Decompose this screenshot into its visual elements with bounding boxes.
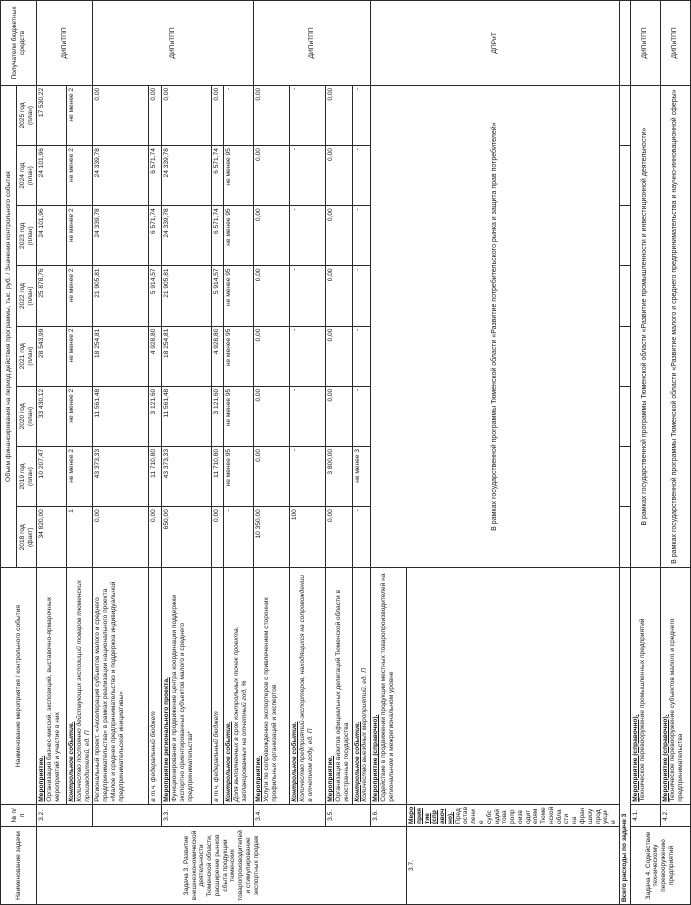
total-label: Всего расходы по задаче 3 xyxy=(619,568,630,905)
value-cell: 0,00 xyxy=(326,146,352,206)
program-note: В рамках государственной программы Тюменской области «Развитие потребительского рынка и защита прав потребителей» xyxy=(371,85,620,568)
item-text: Содействие в продвижении продукции местных товаропроизводителей на региональном и межрегиональном уровне xyxy=(379,573,395,802)
item-kind: Контрольное событие. xyxy=(225,721,233,802)
item-text: Количество предприятий-экспортеров, находящихся на сопровождении в отчетном году, ед. П xyxy=(299,574,314,802)
item-name xyxy=(149,568,162,804)
value-cell: - xyxy=(352,266,371,326)
header-task: Наименование задачи xyxy=(1,826,37,904)
total-cell xyxy=(619,507,630,568)
header-year xyxy=(17,386,37,446)
table-row xyxy=(326,1,352,905)
value-cell: не менее 2 xyxy=(67,146,93,206)
item-name xyxy=(326,568,352,804)
table-row xyxy=(149,1,162,905)
item-number: 3.7. xyxy=(407,826,620,904)
value-cell: 3 121,60 xyxy=(149,386,162,446)
header-recipients: Получатели бюджетных средств xyxy=(1,1,37,86)
value-cell: не менее 95 xyxy=(224,146,254,206)
value-cell: - xyxy=(290,326,326,386)
value-cell: 0,00 xyxy=(254,206,290,266)
item-number xyxy=(93,804,162,826)
item-kind: Мероприятие. xyxy=(327,755,335,802)
item-kind: Мероприятие (справочно). xyxy=(631,714,639,802)
value-cell: 28 543,99 xyxy=(37,326,67,386)
table-row xyxy=(162,1,212,905)
header-year xyxy=(17,146,37,206)
value-cell: 3 121,60 xyxy=(212,386,224,446)
table-row xyxy=(371,1,407,905)
item-kind: Мероприятие. xyxy=(255,755,263,802)
item-text: Доля выполненных в срок контрольных точек проекта, запланированных на отчетный год, % xyxy=(233,626,248,802)
table-row xyxy=(619,1,630,905)
item-text: Количество выездных мероприятий, ед. П xyxy=(361,668,369,802)
item-text: Услуги по сопровождению экспортеров с привлечением сторонних профильных организаций и экспертов xyxy=(263,597,278,802)
item-text: Техническое перевооружение субъектов малого и среднего предпринимательства xyxy=(669,618,685,802)
value-cell: - xyxy=(352,507,371,568)
item-text: Функционирование и продвижение центра координации поддержки экспортно ориентированных субъектов малого и среднего предпринимательства* xyxy=(171,595,194,802)
table-row xyxy=(254,1,290,905)
recipient: ДИПиТПП xyxy=(254,1,371,86)
header-year-note: (план) xyxy=(26,286,34,306)
header-year xyxy=(17,446,37,506)
value-cell: 0,00 xyxy=(254,266,290,326)
header-name: Наименование мероприятия / контрольного события xyxy=(1,568,37,804)
table-row xyxy=(67,1,93,905)
header-year xyxy=(17,266,37,326)
header-year-note: (план) xyxy=(26,105,34,126)
header-year-label: 2019 год xyxy=(18,463,26,490)
header-year-label: 2025 год xyxy=(18,102,26,129)
value-cell: - xyxy=(290,446,326,506)
value-cell: не менее 95 xyxy=(224,386,254,446)
value-cell: не менее 2 xyxy=(67,266,93,326)
header-year-note: (план) xyxy=(26,226,34,246)
item-name xyxy=(407,804,620,826)
value-cell: 650,00 xyxy=(162,507,212,568)
item-text: Количество постоянно действующих экспозиций товаров тюменских производителей, ед. П xyxy=(75,580,91,802)
total-cell xyxy=(619,386,630,446)
value-cell: 43 373,33 xyxy=(162,446,212,506)
item-kind: Мероприятие. xyxy=(38,755,45,802)
table-row xyxy=(212,1,224,905)
value-cell: 0,00 xyxy=(149,85,162,145)
item-number: 4.1. xyxy=(630,804,660,826)
value-cell: 3 800,00 xyxy=(326,446,352,506)
value-cell: 100 xyxy=(290,507,326,568)
header-year xyxy=(17,507,37,568)
value-cell: не менее 2 xyxy=(67,85,93,145)
task-3-label: Задача 3. Развитие внешнеэкономической деятельности Тюменской области, расширение рынков сбыта продукции тюменских товаропроизводителей и стимулирование экспортных продаж xyxy=(37,826,407,904)
value-cell: 0,00 xyxy=(326,85,352,145)
item-kind: Мероприятие (справочно). xyxy=(408,806,454,824)
value-cell: 6 571,74 xyxy=(149,206,162,266)
value-cell: 6 571,74 xyxy=(212,206,224,266)
item-number: 3.4. xyxy=(254,804,326,826)
value-cell: 0,00 xyxy=(162,85,212,145)
table-row xyxy=(290,1,326,905)
table-row xyxy=(224,1,254,905)
value-cell: - xyxy=(290,85,326,145)
recipient: ДИПиТПП xyxy=(93,1,254,86)
recipient: ДПРиТ xyxy=(371,1,620,86)
item-name xyxy=(371,568,407,804)
value-cell: 0,00 xyxy=(212,507,224,568)
value-cell: - xyxy=(224,85,254,145)
value-cell: 4 928,80 xyxy=(212,326,224,386)
header-year xyxy=(17,85,37,145)
value-cell: 0,00 xyxy=(93,85,149,145)
header-funding: Объем финансирования на период действия программы, тыс. руб. / Значения контрольного события xyxy=(1,85,17,568)
value-cell: 34 820,00 xyxy=(37,507,67,568)
item-text: в т.ч. федеральный бюджет xyxy=(213,711,221,802)
header-year xyxy=(17,206,37,266)
total-cell xyxy=(619,1,630,86)
item-name xyxy=(630,568,660,804)
item-text: Техническое перевооружение промышленных предприятий xyxy=(639,618,647,802)
value-cell: 0,00 xyxy=(93,507,149,568)
value-cell: не менее 2 xyxy=(67,206,93,266)
header-year xyxy=(17,326,37,386)
item-text: Организация бизнес-миссий, экспозиций, выставочно-ярмарочных мероприятий и участие в них xyxy=(45,596,61,802)
total-cell xyxy=(619,326,630,386)
total-cell xyxy=(619,146,630,206)
value-cell: 21 905,81 xyxy=(162,266,212,326)
value-cell: 0,00 xyxy=(254,326,290,386)
header-year-label: 2020 год xyxy=(18,403,26,430)
value-cell: не менее 95 xyxy=(224,326,254,386)
header-year-label: 2021 год xyxy=(18,343,26,370)
table-row xyxy=(93,1,149,905)
value-cell: 18 254,81 xyxy=(93,326,149,386)
value-cell: 0,00 xyxy=(212,85,224,145)
value-cell: 0,00 xyxy=(254,386,290,446)
table-row xyxy=(660,1,690,905)
value-cell: 24 339,78 xyxy=(93,206,149,266)
header-year-note: (план) xyxy=(26,406,34,426)
value-cell: 43 373,33 xyxy=(93,446,149,506)
value-cell: 24 101,96 xyxy=(37,206,67,266)
program-note: В рамках государственной программы Тюменской области «Развитие малого и среднего предпринимательства и научно-инновационной сферы» xyxy=(660,85,690,568)
value-cell: 24 339,78 xyxy=(162,206,212,266)
value-cell: 33 430,12 xyxy=(37,386,67,446)
table-row xyxy=(352,1,371,905)
value-cell: 0,00 xyxy=(254,446,290,506)
value-cell: 0,00 xyxy=(326,386,352,446)
value-cell: - xyxy=(352,326,371,386)
item-text: Организация визитов официальных делегаций Тюменской области в иностранные государства xyxy=(335,589,350,802)
header-no: № п/п xyxy=(1,804,37,826)
value-cell: 6 571,74 xyxy=(212,146,224,206)
value-cell: 11 561,48 xyxy=(93,386,149,446)
item-name xyxy=(162,568,212,804)
item-name xyxy=(254,568,290,804)
value-cell: не менее 2 xyxy=(67,326,93,386)
value-cell: 0,00 xyxy=(254,85,290,145)
item-number: 3.2. xyxy=(37,804,93,826)
value-cell: 11 710,80 xyxy=(212,446,224,506)
item-name xyxy=(224,568,254,804)
value-cell: 0,00 xyxy=(326,507,352,568)
recipient: ДИПиТПП xyxy=(37,1,93,86)
item-name xyxy=(93,568,149,804)
value-cell: не менее 95 xyxy=(224,206,254,266)
value-cell: 0,00 xyxy=(326,266,352,326)
item-number: 3.5. xyxy=(326,804,371,826)
header-year-note: (план) xyxy=(26,166,34,186)
value-cell: - xyxy=(352,206,371,266)
value-cell: 24 339,78 xyxy=(93,146,149,206)
item-kind: Мероприятие (справочно). xyxy=(661,714,669,802)
item-number: 3.3. xyxy=(162,804,254,826)
table-row xyxy=(630,1,660,905)
header-year-label: 2018 год xyxy=(18,524,26,551)
header-year-label: 2023 год xyxy=(18,222,26,249)
value-cell: 6 571,74 xyxy=(149,146,162,206)
value-cell: 1 xyxy=(67,507,93,568)
value-cell: - xyxy=(352,85,371,145)
item-name xyxy=(37,568,67,804)
value-cell: - xyxy=(352,386,371,446)
value-cell: не менее 2 xyxy=(67,386,93,446)
value-cell: - xyxy=(290,386,326,446)
total-cell xyxy=(619,85,630,145)
item-name xyxy=(352,568,371,804)
item-kind: Мероприятие регионального проекта. xyxy=(163,677,171,802)
header-year-note: (план) xyxy=(26,346,34,366)
task-4-label: Задача 4. Содействие техническому перевооружению предприятий xyxy=(630,826,690,904)
item-name xyxy=(290,568,326,804)
header-year-label: 2022 год xyxy=(18,282,26,310)
item-kind: Контрольное событие. xyxy=(353,721,361,802)
header-year-label: 2024 год xyxy=(18,162,26,189)
value-cell: 0,00 xyxy=(254,146,290,206)
value-cell: 24 339,78 xyxy=(162,146,212,206)
item-text: в т.ч. федеральный бюджет xyxy=(150,711,158,802)
value-cell: 17 530,22 xyxy=(37,85,67,145)
value-cell: - xyxy=(224,507,254,568)
value-cell: 11 710,80 xyxy=(149,446,162,506)
value-cell: 25 878,76 xyxy=(37,266,67,326)
item-kind: Контрольное событие. xyxy=(291,721,299,802)
value-cell: 24 101,96 xyxy=(37,146,67,206)
value-cell: 4 928,80 xyxy=(149,326,162,386)
total-cell xyxy=(619,266,630,326)
item-name xyxy=(67,568,93,804)
item-number: 4.2. xyxy=(660,804,690,826)
item-number: 3.6. xyxy=(371,804,407,826)
value-cell: не менее 3 xyxy=(352,446,371,506)
header-year-note: (план) xyxy=(26,467,34,487)
value-cell: 5 914,57 xyxy=(149,266,162,326)
value-cell: 0,00 xyxy=(326,206,352,266)
value-cell: не менее 2 xyxy=(67,446,93,506)
table-row xyxy=(37,1,67,905)
value-cell: 10 207,47 xyxy=(37,446,67,506)
value-cell: не менее 95 xyxy=(224,446,254,506)
value-cell: 5 914,57 xyxy=(212,266,224,326)
item-kind: Контрольное событие. xyxy=(68,721,75,802)
recipient: ДИПиТПП xyxy=(630,1,660,86)
total-cell xyxy=(619,206,630,266)
item-text: Предоставление субсидий товаропроизводителям Тюменской области на франшизу продукции xyxy=(454,806,618,824)
total-cell xyxy=(619,446,630,506)
value-cell: 18 254,81 xyxy=(162,326,212,386)
value-cell: - xyxy=(290,206,326,266)
value-cell: 21 905,81 xyxy=(93,266,149,326)
value-cell: - xyxy=(290,146,326,206)
value-cell: 10 350,00 xyxy=(254,507,290,568)
value-cell: 0,00 xyxy=(326,326,352,386)
value-cell: 11 561,48 xyxy=(162,386,212,446)
item-name xyxy=(660,568,690,804)
item-kind: Мероприятие (справочно). xyxy=(372,714,380,802)
value-cell: - xyxy=(290,266,326,326)
program-note: В рамках государственной программы Тюменской области «Развитие промышленности и инвестиционной деятельности» xyxy=(630,85,660,568)
value-cell: 0,00 xyxy=(149,507,162,568)
item-name xyxy=(212,568,224,804)
item-text: Региональный проект. «Акселерация субъектов малого и среднего предпринимательства» в рамках реализации национального проекта «Малое и среднее предпринимательство и поддержка индивидуальной предпринимательской инициативы» xyxy=(94,581,125,802)
recipient: ДИПиТПП xyxy=(660,1,690,86)
header-year-note: (факт) xyxy=(26,527,34,548)
value-cell: не менее 95 xyxy=(224,266,254,326)
value-cell: - xyxy=(352,146,371,206)
